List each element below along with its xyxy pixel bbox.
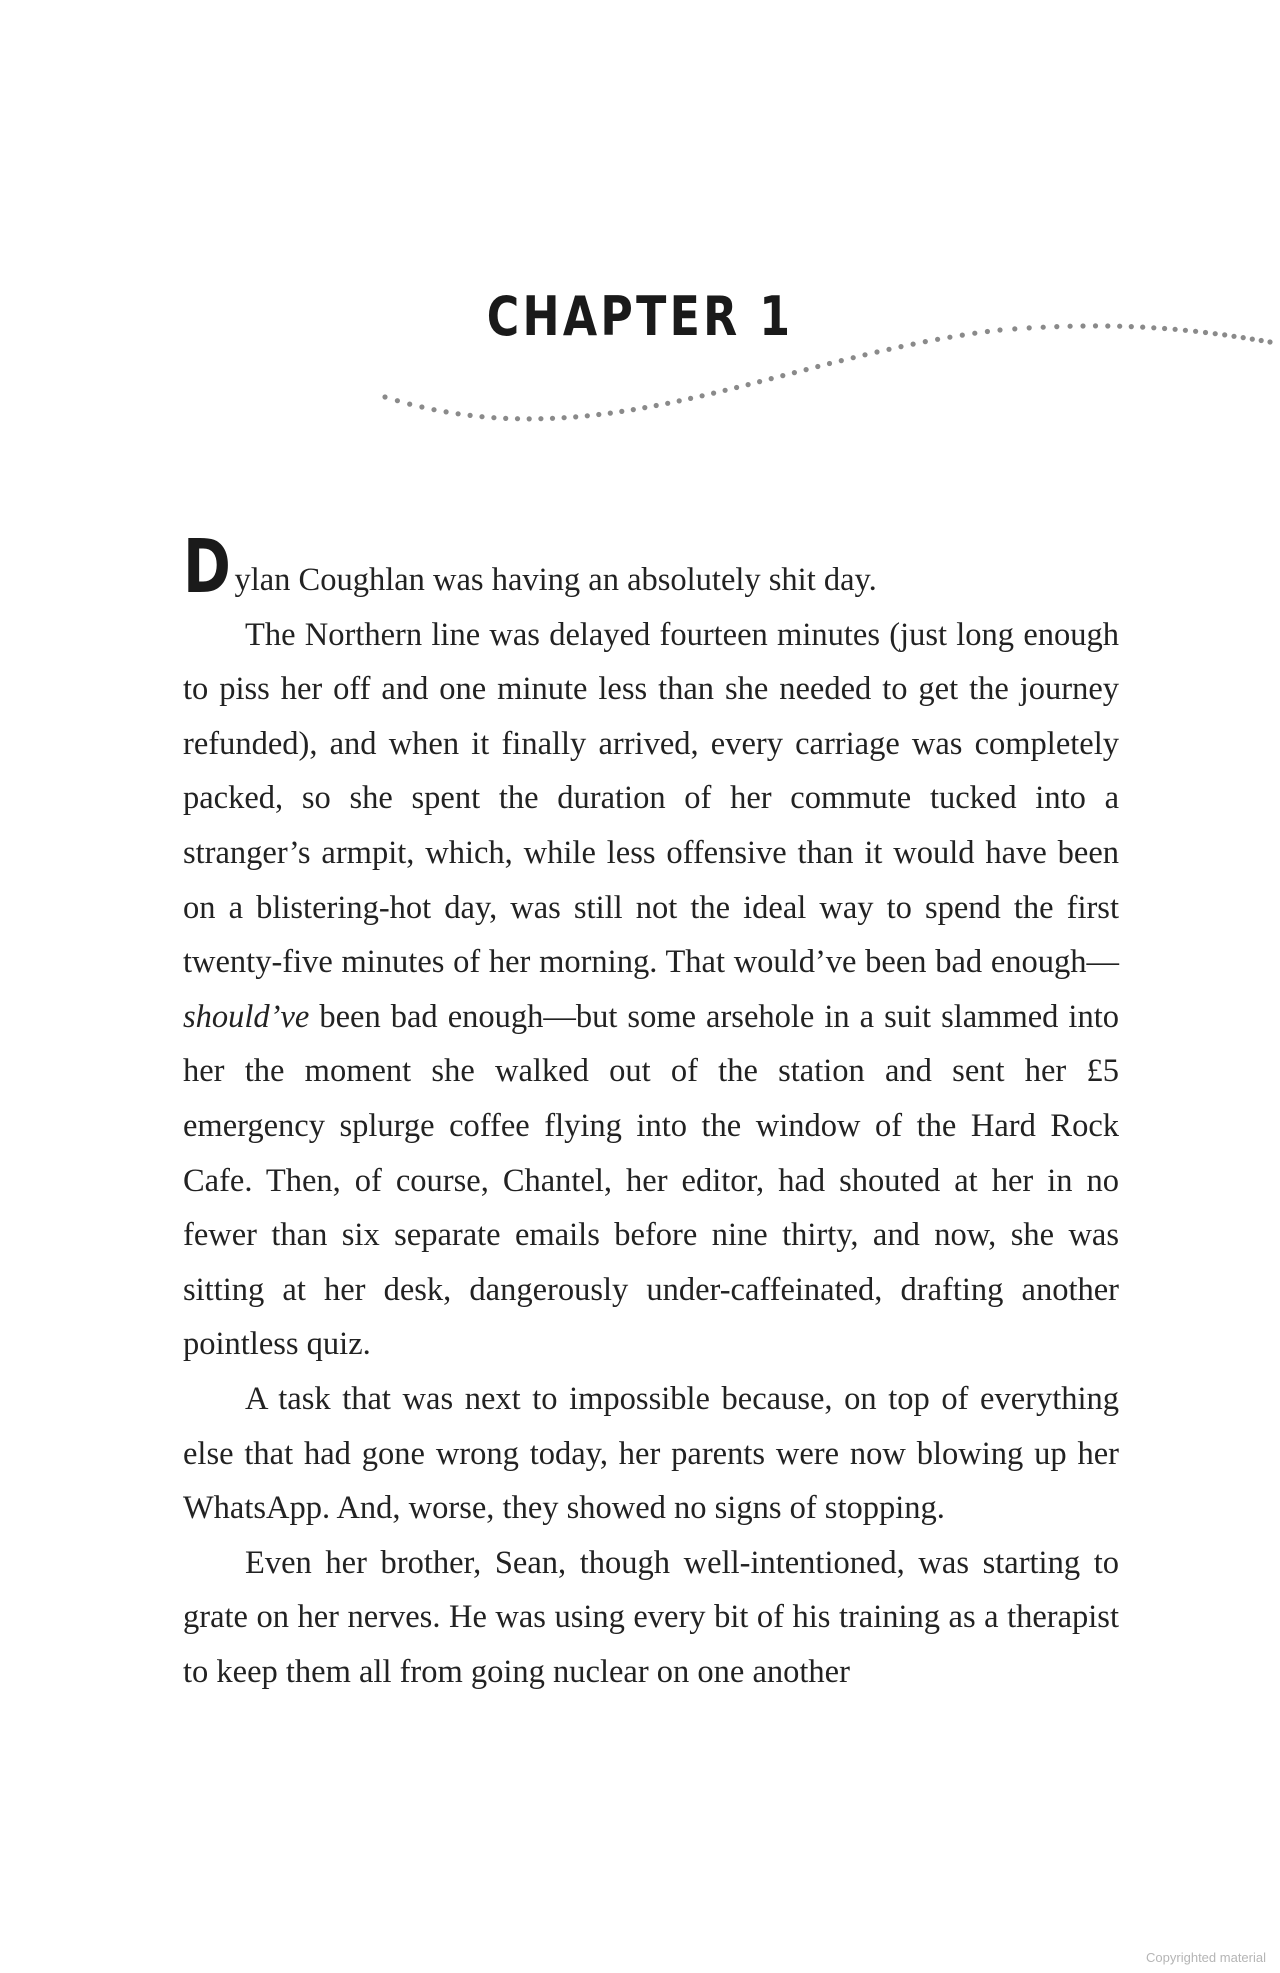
ornament-dot <box>456 411 461 416</box>
ornament-dot <box>757 379 762 384</box>
paragraph-1 <box>183 524 1119 610</box>
ornament-dot <box>935 337 940 342</box>
ornament-dot <box>1054 324 1059 329</box>
ornament-dot <box>997 327 1002 332</box>
ornament-dot <box>1093 323 1098 328</box>
ornament-dot <box>792 370 797 375</box>
ornament-dot <box>711 391 716 396</box>
ornament-dot <box>619 409 624 414</box>
ornament-dot <box>585 413 590 418</box>
ornament-dot <box>419 404 424 409</box>
ornament-dot <box>1012 326 1017 331</box>
copyright-notice: Copyrighted material <box>1146 1950 1266 1965</box>
dotted-wave-ornament <box>0 300 1280 450</box>
paragraph-2-text-a: The Northern line was delayed fourteen minutes (just long enough to piss her off and one minute less than she needed to get the journey refunded), and when it finally arrived, every carriage was completely packed, so she spent the duration of her commute tucked into a stranger’s armpit, which, while less offensive than it would have been on a blistering-hot day, was still not the ideal way to spend the first twenty-five minutes of her morning. That would’ve been bad enough— <box>183 616 1119 981</box>
ornament-dot <box>1193 329 1198 334</box>
ornament-dot <box>444 409 449 414</box>
ornament-dot <box>1213 331 1218 336</box>
ornament-dot <box>527 416 532 421</box>
paragraph-2 <box>183 608 1119 1372</box>
ornament-dot <box>1231 334 1236 339</box>
ornament-dot <box>573 414 578 419</box>
ornament-dot <box>985 329 990 334</box>
chapter-title: CHAPTER 1 <box>486 285 794 348</box>
ornament-dot <box>1151 325 1156 330</box>
paragraph-3: A task that was next to impossible because, on top of everything else that had gone wrong today, her parents were now blowing up her WhatsApp. And, worse, they showed no signs of stopping. <box>183 1380 1119 1527</box>
paragraph-1-text: ylan Coughlan was having an absolutely shit day. <box>234 562 877 598</box>
ornament-dot <box>608 411 613 416</box>
ornament-dot <box>407 402 412 407</box>
ornament-dot <box>1105 323 1110 328</box>
ornament-dot <box>886 347 891 352</box>
ornament-dot <box>746 382 751 387</box>
ornament-dot <box>395 398 400 403</box>
ornament-dot <box>631 407 636 412</box>
ornament-dot <box>804 367 809 372</box>
ornament-dot <box>700 393 705 398</box>
ornament-dot <box>839 358 844 363</box>
ornament-dot <box>780 373 785 378</box>
ornament-dot <box>1173 327 1178 332</box>
chapter-text <box>183 524 1119 1699</box>
ornament-dot <box>550 416 555 421</box>
ornament-dot <box>1267 339 1272 344</box>
ornament-dot <box>503 416 508 421</box>
ornament-dot <box>1068 324 1073 329</box>
ornament-dot <box>642 405 647 410</box>
paragraph-4: Even her brother, Sean, though well-intentioned, was starting to grate on her nerves. He was using every bit of his training as a therapist to keep them all from going nuclear on one another <box>183 1544 1119 1690</box>
ornament-dot <box>665 401 670 406</box>
ornament-dot <box>1080 323 1085 328</box>
ornament-dot <box>1203 330 1208 335</box>
ornament-dot <box>1027 325 1032 330</box>
ornament-dot <box>654 403 659 408</box>
ornament-dot <box>972 331 977 336</box>
ornament-dot <box>827 361 832 366</box>
ornament-dot <box>596 412 601 417</box>
ornament-dot <box>1117 324 1122 329</box>
ornament-dot <box>1162 326 1167 331</box>
ornament-dot <box>1041 325 1046 330</box>
ornament-dot <box>1241 335 1246 340</box>
ornament-dot <box>734 385 739 390</box>
ornament-dot <box>769 376 774 381</box>
ornament-dot <box>874 349 879 354</box>
ornament-dot <box>1183 328 1188 333</box>
ornament-dot <box>431 407 436 412</box>
ornament-dot <box>947 335 952 340</box>
ornament-dot <box>1222 332 1227 337</box>
ornament-dot <box>898 344 903 349</box>
drop-cap: D <box>183 524 231 610</box>
ornament-dot <box>851 355 856 360</box>
ornament-dot <box>491 415 496 420</box>
ornament-dot <box>538 416 543 421</box>
ornament-dot <box>688 396 693 401</box>
ornament-dot <box>562 415 567 420</box>
paragraph-2-text-b: been bad enough—but some arsehole in a suit slammed into her the moment she walked out of the station and sent her £5 emergency splurge coffee flying into the window of the Hard Rock Cafe. Then, of course, Chantel, her editor, had shouted at her in no fewer than six separate emails before nine thirty, and now, she was sitting at her desk, dangerously under-caffeinated, drafting another pointless quiz. <box>183 998 1119 1363</box>
ornament-dot <box>479 414 484 419</box>
ornament-dot <box>723 388 728 393</box>
paragraph-2-emphasis: should’ve <box>183 998 310 1035</box>
ornament-dot <box>862 352 867 357</box>
ornament-dot <box>468 413 473 418</box>
ornament-dot <box>515 416 520 421</box>
ornament-dot <box>815 364 820 369</box>
ornament-dot <box>960 333 965 338</box>
ornament-dot <box>382 394 387 399</box>
ornament-dot <box>1259 338 1264 343</box>
ornament-dot <box>677 398 682 403</box>
ornament-dot <box>1129 324 1134 329</box>
ornament-dot <box>1250 337 1255 342</box>
ornament-dot <box>923 339 928 344</box>
ornament-dot <box>911 342 916 347</box>
ornament-dot <box>1140 325 1145 330</box>
